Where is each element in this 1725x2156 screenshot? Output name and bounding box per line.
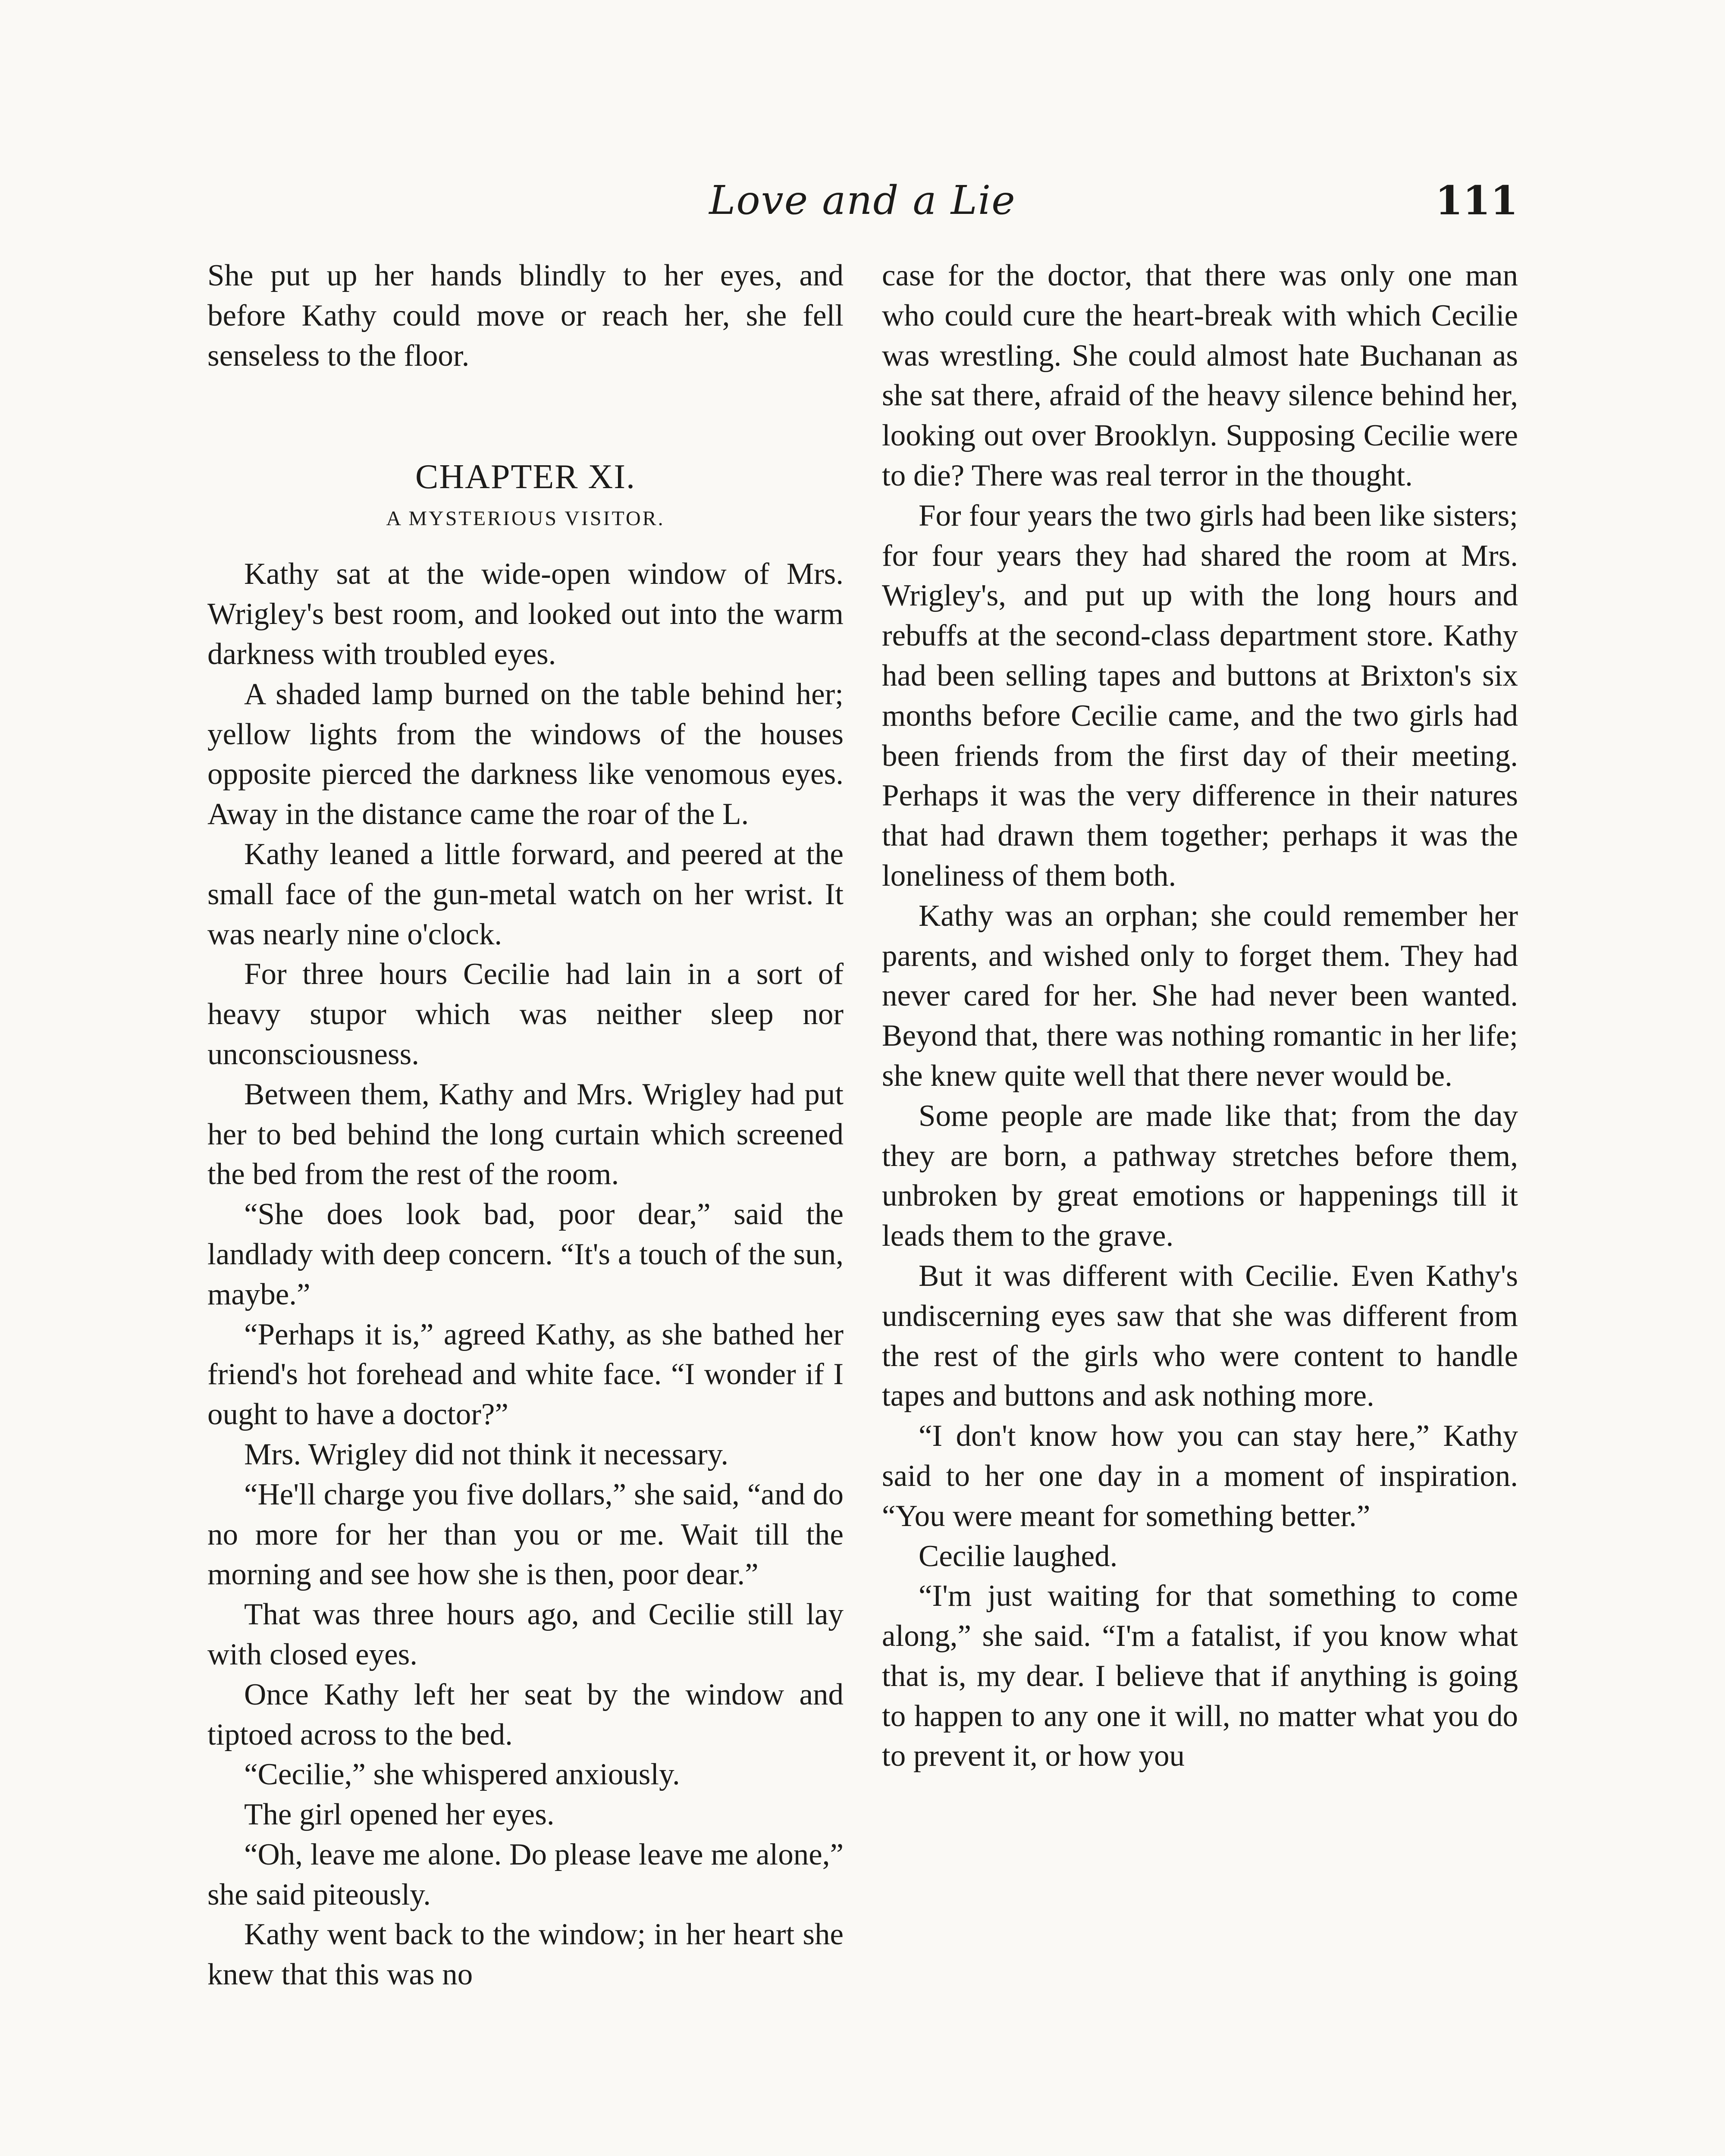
paragraph: Once Kathy left her seat by the window and tiptoed across to the bed. (207, 1677, 844, 1752)
paragraph: A shaded lamp burned on the table behind her; yellow lights from the windows of the houses opposite pierced the darkness like venomous eyes. Away in the distance came the roar of the L. (207, 677, 844, 831)
paragraph: Kathy leaned a little forward, and peered at the small face of the gun-metal watch on her wrist. It was nearly nine o'clock. (207, 837, 844, 951)
paragraph: Kathy went back to the window; in her heart she knew that this was no (207, 1918, 844, 1992)
paragraph: But it was different with Cecilie. Even Kathy's undiscerning eyes saw that she was different from the rest of the girls who were content to handle tapes and buttons and ask nothing more. (882, 1259, 1518, 1413)
paragraph: “Perhaps it is,” agreed Kathy, as she bathed her friend's hot forehead and white face. “I wonder if I ought to have a doctor?” (207, 1317, 844, 1432)
paragraph: “Cecilie,” she whispered anxiously. (244, 1758, 680, 1792)
paragraph: Mrs. Wrigley did not think it necessary. (244, 1437, 729, 1471)
paragraph: Some people are made like that; from the day they are born, a pathway stretches before them, unbroken by great emotions or happenings till it leads them to the grave. (882, 1099, 1518, 1253)
paragraph: “She does look bad, poor dear,” said the landlady with deep concern. “It's a touch of the sun, maybe.” (207, 1197, 844, 1311)
page-header (207, 172, 1518, 229)
paragraph: That was three hours ago, and Cecilie still lay with closed eyes. (207, 1598, 844, 1671)
left-column (207, 256, 844, 1995)
running-title: Love and a Lie (709, 177, 1016, 223)
paragraph: “I'm just waiting for that something to come along,” she said. “I'm a fatalist, if you know what that is, my dear. I believe that if anything is going to happen to any one it will, no matter what you do to prevent it, or how you (882, 1579, 1518, 1773)
paragraph: For three hours Cecilie had lain in a sort of heavy stupor which was neither sleep nor unconsciousness. (207, 957, 844, 1071)
paragraph: case for the doctor, that there was only one man who could cure the heart-break with which Cecilie was wrestling. She could almost hate Buchanan as she sat there, afraid of the heavy silence behind her, looking out over Brooklyn. Supposing Cecilie were to die? There was real terror in the thought. (882, 259, 1518, 492)
chapter-subtitle: A MYSTERIOUS VISITOR. (386, 507, 665, 530)
paragraph: Kathy sat at the wide-open window of Mrs. Wrigley's best room, and looked out into the warm darkness with troubled eyes. (207, 557, 844, 671)
paragraph: “I don't know how you can stay here,” Kathy said to her one day in a moment of inspiration. “You were meant for something better.” (882, 1419, 1518, 1533)
paragraph: She put up her hands blindly to her eyes, and before Kathy could move or reach her, she fell senseless to the floor. (207, 259, 844, 373)
right-column (882, 256, 1518, 1776)
paragraph: For four years the two girls had been like sisters; for four years they had shared the room at Mrs. Wrigley's, and put up with the long hours and rebuffs at the second-class department store. Kathy had been selling tapes and buttons at Brixton's six months before Cecilie came, and the two girls had been friends from the first day of their meeting. Perhaps it was the very difference in their natures that had drawn them together; perhaps it was the loneliness of them both. (882, 498, 1518, 893)
paragraph: Between them, Kathy and Mrs. Wrigley had put her to bed behind the long curtain which screened the bed from the rest of the room. (207, 1077, 844, 1191)
chapter-title: CHAPTER XI. (415, 458, 636, 496)
paragraph: Kathy was an orphan; she could remember her parents, and wished only to forget them. They had never cared for her. She had never been wanted. Beyond that, there was nothing romantic in her life; she knew quite well that there never would be. (882, 899, 1518, 1093)
paragraph: “He'll charge you five dollars,” she said, “and do no more for her than you or me. Wait till the morning and see how she is then, poor dear.” (207, 1477, 844, 1592)
paragraph: Cecilie laughed. (919, 1539, 1118, 1573)
paragraph: The girl opened her eyes. (244, 1798, 555, 1832)
paragraph: “Oh, leave me alone. Do please leave me alone,” she said piteously. (207, 1837, 844, 1912)
page-number: 111 (1435, 177, 1518, 224)
